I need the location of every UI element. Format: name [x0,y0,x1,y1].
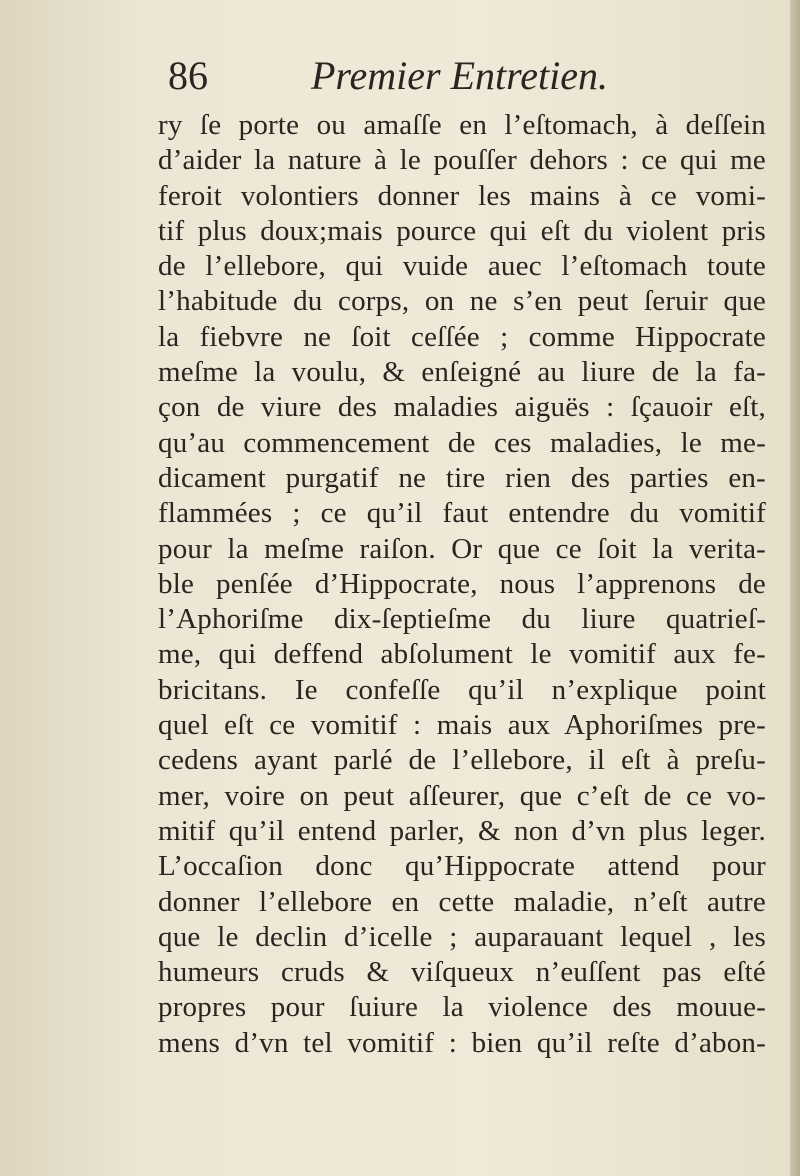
text-line: ble penſée d’Hippocrate, nous l’apprenons de [158,567,766,600]
text-line: humeurs cruds & viſqueux n’euſſent pas eſté [158,956,766,989]
text-line: tif plus doux;mais pource qui eſt du violent pris [158,214,766,247]
text-line: ry ſe porte ou amaſſe en l’eſtomach, à deſſein [158,109,766,141]
text-line: feroit volontiers donner les mains à ce vomi- [158,179,766,212]
text-line: propres pour ſuiure la violence des mouue- [158,991,766,1024]
text-line: L’occaſion donc qu’Hippocrate attend pour [158,850,766,883]
text-line: quel eſt ce vomitif : mais aux Aphoriſmes pre- [158,709,766,742]
text-line: mens d’vn tel vomitif : bien qu’il reſte d’abon- [158,1026,766,1059]
text-line: dicament purgatif ne tire rien des parties en- [158,461,766,494]
text-line: cedens ayant parlé de l’ellebore, il eſt à preſu- [158,744,766,777]
page-number: 86 [168,53,208,98]
text-line: me, qui deffend abſolument le vomitif aux fe- [158,638,766,671]
text-line: çon de viure des maladies aiguës : ſçauoir eſt, [158,391,766,424]
text-line: l’Aphoriſme dix-ſeptieſme du liure quatrieſ- [158,603,766,636]
body-text [158,108,766,1061]
text-line: d’aider la nature à le pouſſer dehors : ce qui me [158,144,766,177]
text-line: que le declin d’icelle ; auparauant lequel , les [158,920,766,953]
text-line: donner l’ellebore en cette maladie, n’eſt autre [158,885,766,918]
page-header [168,52,668,102]
text-line: la fiebvre ne ſoit ceſſée ; comme Hippocrate [158,320,766,353]
text-line: meſme la voulu, & enſeigné au liure de la fa- [158,356,766,389]
text-line: flammées ; ce qu’il faut entendre du vomitif [158,497,766,530]
text-line: de l’ellebore, qui vuide auec l’eſtomach toute [158,250,766,283]
text-line: qu’au commencement de ces maladies, le me- [158,426,766,459]
text-line: pour la meſme raiſon. Or que ce ſoit la verita- [158,532,766,565]
text-line: mer, voire on peut aſſeurer, que c’eſt de ce vo- [158,779,766,812]
text-line: bricitans. Ie confeſſe qu’il n’explique point [158,673,766,706]
running-title: Premier Entretien. [311,53,608,98]
page-edge [790,0,800,1176]
text-line: l’habitude du corps, on ne s’en peut ſeruir que [158,285,766,318]
text-line: mitif qu’il entend parler, & non d’vn plus leger. [158,814,766,847]
